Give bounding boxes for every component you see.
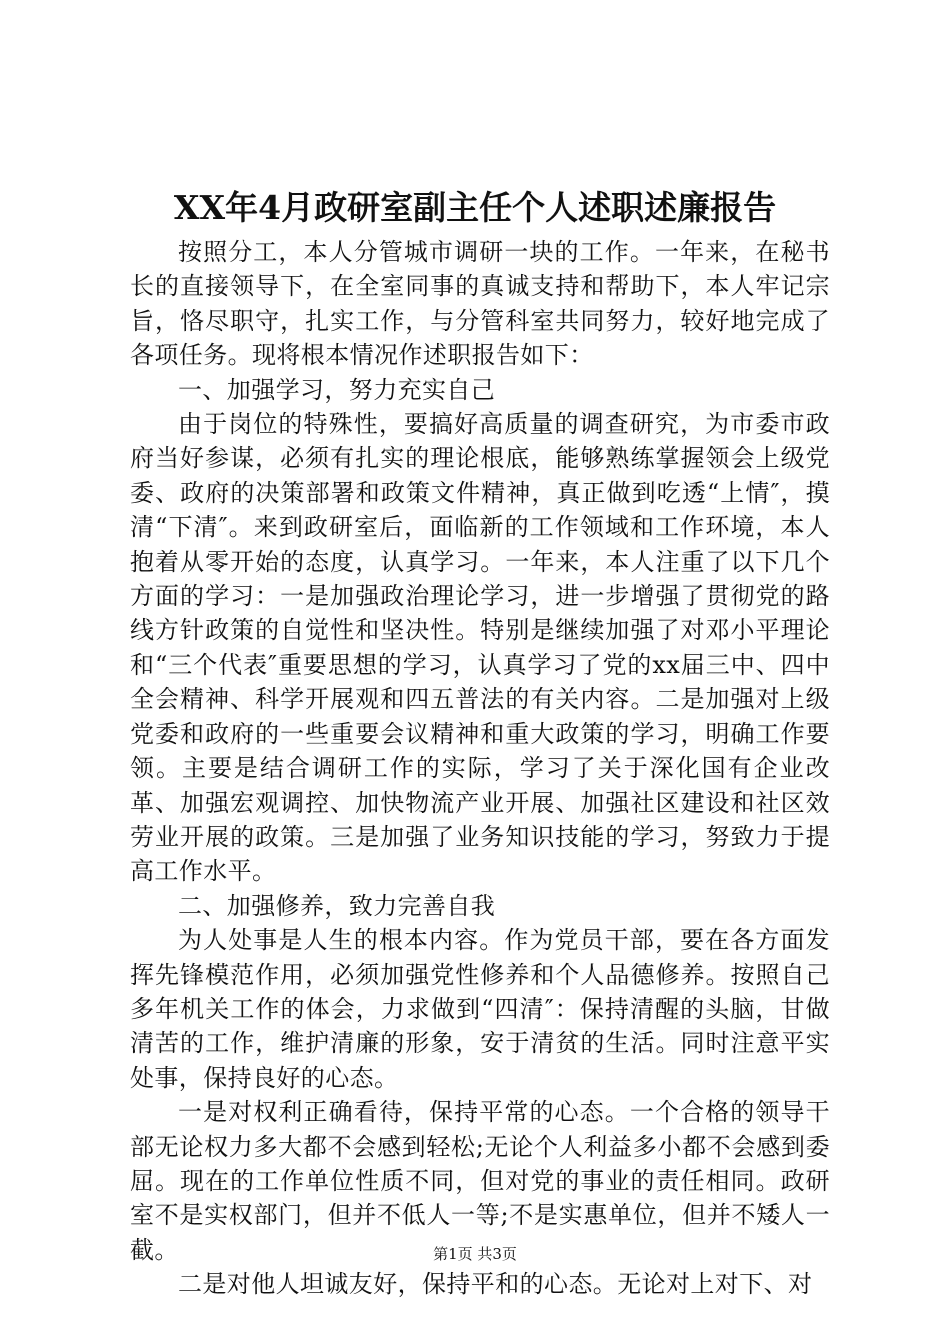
document-title: XX年4月政研室副主任个人述职述廉报告	[173, 188, 777, 227]
section-heading-1: 一、加强学习，努力充实自己	[178, 375, 496, 404]
paragraph-intro: 按照分工，本人分管城市调研一块的工作。一年来，在秘书长的直接领导下，在全室同事的真诚支持和帮助下，本人牢记宗旨，恪尽职守，扎实工作，与分管科室共同努力，较好地完成了各项任务。现将根本情况作述职报告如下：	[130, 238, 830, 370]
document-body	[130, 235, 830, 1302]
paragraph-point-2: 二是对他人坦诚友好，保持平和的心态。无论对上对下、对	[178, 1270, 813, 1299]
section-heading-2: 二、加强修养，致力完善自我	[178, 891, 496, 920]
paragraph-point-1: 一是对权利正确看待，保持平常的心态。一个合格的领导干部无论权力多大都不会感到轻松;无论个人利益多小都不会感到委屈。现在的工作单位性质不同，但对党的事业的责任相同。政研室不是实权部门，但并不低人一等;不是实惠单位，但并不矮人一截。	[130, 1098, 830, 1264]
paragraph-conduct: 为人处事是人生的根本内容。作为党员干部，要在各方面发挥先锋模范作用，必须加强党性修养和个人品德修养。按照自己多年机关工作的体会，力求做到“四清″：保持清醒的头脑，甘做清苦的工作，维护清廉的形象，安于清贫的生活。同时注意平实处事，保持良好的心态。	[130, 926, 830, 1092]
paragraph-study: 由于岗位的特殊性，要搞好高质量的调查研究，为市委市政府当好参谋，必须有扎实的理论根底，能够熟练掌握领会上级党委、政府的决策部署和政策文件精神，真正做到吃透“上情″，摸清“下清″。来到政研室后，面临新的工作领域和工作环境，本人抱着从零开始的态度，认真学习。一年来，本人注重了以下几个方面的学习：一是加强政治理论学习，进一步增强了贯彻党的路线方针政策的自觉性和坚决性。特别是继续加强了对邓小平理论和“三个代表″重要思想的学习，认真学习了党的xx届三中、四中全会精神、科学开展观和四五普法的有关内容。二是加强对上级党委和政府的一些重要会议精神和重大政策的学习，明确工作要领。主要是结合调研工作的实际，学习了关于深化国有企业改革、加强宏观调控、加快物流产业开展、加强社区建设和社区效劳业开展的政策。三是加强了业务知识技能的学习，努致力于提高工作水平。	[130, 410, 830, 886]
page-number-footer: 第1页 共3页	[433, 1245, 517, 1263]
